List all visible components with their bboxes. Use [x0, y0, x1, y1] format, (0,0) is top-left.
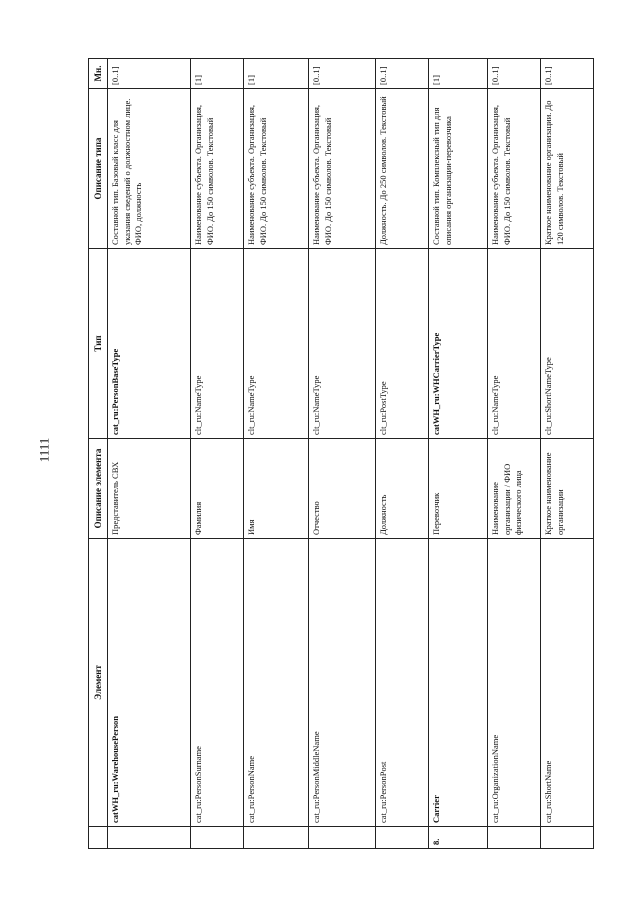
row-number — [488, 827, 541, 849]
table-row — [108, 59, 191, 849]
table-row — [488, 59, 541, 849]
row-element-description: Отчество — [309, 439, 376, 539]
row-type: cat_ru:PersonBaseType — [108, 249, 191, 439]
table-row — [244, 59, 309, 849]
row-type-description: Составной тип. Базовый класс для указания сведений о должностном лице. ФИО, должность — [108, 89, 191, 249]
row-number — [191, 827, 244, 849]
row-type-description: Наименование субъекта. Организация, ФИО. До 150 символов. Текстовый — [488, 89, 541, 249]
row-multiplicity: [1] — [191, 59, 244, 89]
row-type: clt_ru:PostType — [376, 249, 429, 439]
header-element-description: Описание элемента — [89, 439, 108, 539]
row-number — [309, 827, 376, 849]
row-type: clt_ru:NameType — [488, 249, 541, 439]
row-element: cat_ru:PersonName — [244, 539, 309, 827]
rotated-table-container — [88, 59, 565, 849]
row-type: clt_ru:NameType — [191, 249, 244, 439]
row-element-description: Фамилия — [191, 439, 244, 539]
table-row — [429, 59, 488, 849]
row-number — [108, 827, 191, 849]
row-element: cat_ru:OrganizationName — [488, 539, 541, 827]
row-multiplicity: [0..1] — [309, 59, 376, 89]
row-type-description: Наименование субъекта. Организация, ФИО. До 150 символов. Текстовый — [191, 89, 244, 249]
row-multiplicity: [0..1] — [108, 59, 191, 89]
row-type-description: Должность. До 250 символов. Текстовый — [376, 89, 429, 249]
row-type-description: Наименование субъекта. Организация, ФИО. До 150 символов. Текстовый — [309, 89, 376, 249]
row-number: 8. — [429, 827, 488, 849]
row-number — [244, 827, 309, 849]
row-element: cat_ru:PersonMiddleName — [309, 539, 376, 827]
row-multiplicity: [1] — [244, 59, 309, 89]
row-type-description: Краткое наименование организации. До 120 символов. Текстовый — [541, 89, 594, 249]
row-multiplicity: [0..1] — [488, 59, 541, 89]
table-row — [541, 59, 594, 849]
row-number — [541, 827, 594, 849]
row-element-description: Представитель СВХ — [108, 439, 191, 539]
table-header-row — [89, 59, 108, 849]
row-multiplicity: [0..1] — [541, 59, 594, 89]
row-type: clt_ru:ShortNameType — [541, 249, 594, 439]
table-row — [191, 59, 244, 849]
header-type: Тип — [89, 249, 108, 439]
row-element-description: Краткое наименование организации — [541, 439, 594, 539]
row-type-description: Наименование субъекта. Организация, ФИО. До 150 символов. Текстовый — [244, 89, 309, 249]
row-element-description: Должность — [376, 439, 429, 539]
table-row — [376, 59, 429, 849]
header-multiplicity: Мн. — [89, 59, 108, 89]
header-num — [89, 827, 108, 849]
row-element: cat_ru:PersonSurname — [191, 539, 244, 827]
row-type: clt_ru:NameType — [309, 249, 376, 439]
row-type: catWH_ru:WHCarrierType — [429, 249, 488, 439]
row-type-description: Составной тип. Комплексный тип для описания организации-перевозчика — [429, 89, 488, 249]
table-row — [309, 59, 376, 849]
row-element-description: Перевозчик — [429, 439, 488, 539]
page-number: 1111 — [36, 437, 52, 463]
row-element-description: Имя — [244, 439, 309, 539]
row-multiplicity: [1] — [429, 59, 488, 89]
header-type-description: Описание типа — [89, 89, 108, 249]
row-type: clt_ru:NameType — [244, 249, 309, 439]
element-spec-table — [88, 58, 594, 849]
row-element-description: Наименование организации / ФИО физического лица — [488, 439, 541, 539]
row-number — [376, 827, 429, 849]
row-element: Carrier — [429, 539, 488, 827]
header-element: Элемент — [89, 539, 108, 827]
row-element: cat_ru:PersonPost — [376, 539, 429, 827]
row-element: cat_ru:ShortName — [541, 539, 594, 827]
row-multiplicity: [0..1] — [376, 59, 429, 89]
row-element: catWH_ru:WarehousePerson — [108, 539, 191, 827]
